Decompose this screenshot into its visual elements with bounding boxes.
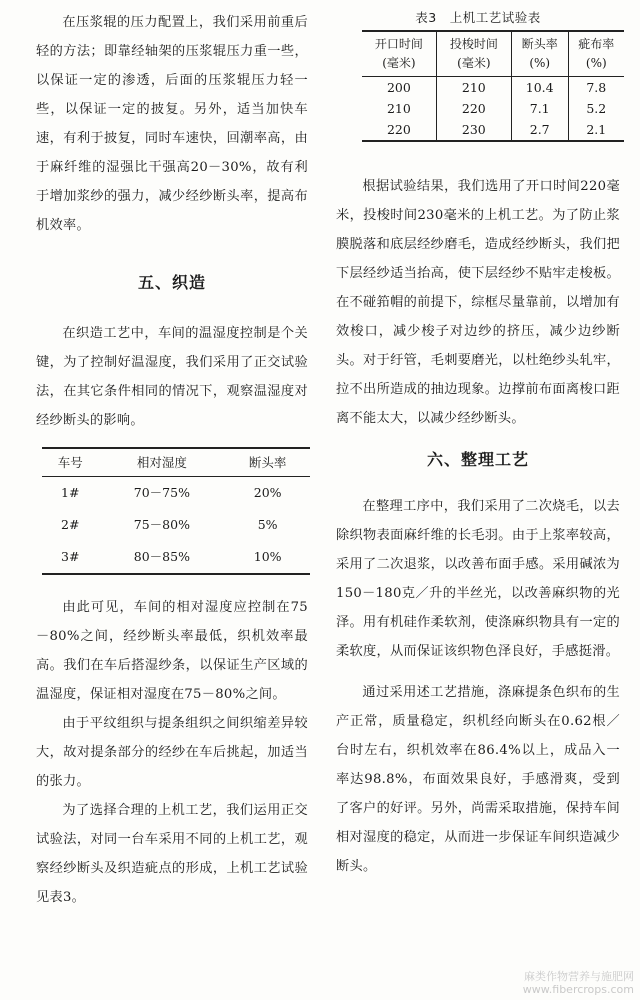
table-row xyxy=(42,509,310,541)
table-cell: 210 xyxy=(436,77,511,99)
table-row xyxy=(362,77,624,99)
table-cell: 5.2 xyxy=(586,101,607,116)
table-header-cell xyxy=(436,31,511,77)
header-line: 断头率 xyxy=(521,37,558,51)
table-cell: 80－85% xyxy=(133,549,190,564)
table-cell: 5% xyxy=(257,517,278,532)
table-cell: 3# xyxy=(61,549,80,564)
header-unit: (毫米) xyxy=(382,56,416,70)
table-header-cell: 车号 xyxy=(42,448,98,477)
table-cell: 200 xyxy=(362,77,436,99)
table-cell: 210 xyxy=(362,98,436,119)
paragraph-humidity-conclusion: 由此可见，车间的相对湿度应控制在75－80%之间，经纱断头率最低，织机效率最高。我们在车后搭湿纱条，以保证生产区域的温湿度，保证相对湿度在75－80%之间。 xyxy=(36,600,308,702)
table-header-cell: 相对湿度 xyxy=(98,448,225,477)
table-caption: 表3 上机工艺试验表 xyxy=(415,10,541,25)
paragraph-weaving-intro: 在织造工艺中，车间的温湿度控制是个关键，为了控制好温湿度，我们采用了正交试验法，在其它条件相同的情况下，观察温湿度对经纱断头的影响。 xyxy=(36,326,308,428)
table-row xyxy=(362,98,624,119)
header-line: 投梭时间 xyxy=(449,37,498,51)
table-cell: 1# xyxy=(61,485,80,500)
header-unit: (%) xyxy=(529,56,551,70)
table-cell: 7.8 xyxy=(586,80,607,95)
table-cell: 10% xyxy=(253,549,282,564)
header-line: 疵布率 xyxy=(578,37,615,51)
table-cell: 2.1 xyxy=(586,122,607,137)
paragraph-sizing-pressure: 在压浆辊的压力配置上，我们采用前重后轻的方法；即靠经轴架的压浆辊压力重一些，以保证一定的渗透，后面的压浆辊压力轻一些，以保证一定的披复。另外，适当加快车速，有利于披复，同时车速快，回潮率高，由于麻纤维的湿强比干强高20－30%，故有利于增加浆纱的强力，减少经纱断头率，提高布机效率。 xyxy=(36,15,308,233)
table-header-cell: 断头率 xyxy=(225,448,310,477)
paragraph-test-results: 根据试验结果，我们选用了开口时间220毫米，投梭时间230毫米的上机工艺。为了防止浆膜脱落和底层经纱磨毛，造成经纱断头，我们把下层经纱适当抬高，使下层经纱不贴牢走梭板。在不碰筘帽的前提下，综框尽量靠前，以增加有效梭口，减少梭子对边纱的挤压，减少边纱断头。对于纡管，毛刺要磨光，以杜绝纱头轧牢，拉不出所造成的抽边现象。边撑前布面离梭口距离不能太大，以减少经纱断头。 xyxy=(336,179,620,426)
watermark-line: 麻类作物营养与施肥网 xyxy=(524,970,634,983)
table-cell: 2# xyxy=(61,517,80,532)
paragraph-shrinkage: 由于平纹组织与提条组织之间织缩差异较大，故对提条部分的经纱在车后挑起，加适当的张力。 xyxy=(36,716,308,789)
site-watermark xyxy=(523,970,634,996)
table-row xyxy=(42,541,310,574)
table-row xyxy=(42,477,310,510)
section-heading-finishing: 六、整理工艺 xyxy=(426,450,529,469)
loom-process-table xyxy=(362,30,624,142)
table-header-cell xyxy=(362,31,436,77)
table-cell: 2.7 xyxy=(511,119,568,141)
header-unit: (毫米) xyxy=(457,56,491,70)
table-cell: 10.4 xyxy=(511,77,568,99)
right-column xyxy=(336,8,620,881)
table-header-row xyxy=(362,31,624,77)
table-header-cell xyxy=(568,31,624,77)
table-cell: 220 xyxy=(362,119,436,141)
paragraph-conclusion: 通过采用述工艺措施，涤麻提条色织布的生产正常，质量稳定，织机经向断头在0.62根／台时左右，织机效率在86.4%以上，成品入一率达98.8%，布面效果良好，手感滑爽，受到了客户的好评。另外，尚需采取措施，保持车间相对湿度的稳定，从而进一步保证车间织造减少断头。 xyxy=(336,685,620,874)
table-cell: 7.1 xyxy=(511,98,568,119)
table-row xyxy=(362,119,624,141)
table-cell: 75－80% xyxy=(133,517,190,532)
humidity-table xyxy=(42,447,310,575)
table-cell: 220 xyxy=(436,98,511,119)
section-heading-weaving: 五、织造 xyxy=(137,273,206,292)
table-cell: 230 xyxy=(436,119,511,141)
header-unit: (%) xyxy=(585,56,607,70)
watermark-url: www.fibercrops.com xyxy=(522,983,634,996)
paragraph-finishing: 在整理工序中，我们采用了二次烧毛，以去除织物表面麻纤维的长毛羽。由于上浆率较高，采用了二次退浆，以改善布面手感。采用碱浓为150－180克／升的半丝光，以改善麻织物的光泽。用有机硅作柔软剂，使涤麻织物具有一定的柔软度，从而保证该织物色泽良好，手感挺滑。 xyxy=(336,499,620,659)
table-header-cell xyxy=(511,31,568,77)
paragraph-loom-process: 为了选择合理的上机工艺，我们运用正交试验法，对同一台车采用不同的上机工艺，观察经纱断头及织造疵点的形成，上机工艺试验见表3。 xyxy=(36,803,308,905)
table-cell: 20% xyxy=(253,485,282,500)
table-header-row xyxy=(42,448,310,477)
left-column xyxy=(36,8,308,912)
header-line: 开口时间 xyxy=(374,37,423,51)
table-cell: 70－75% xyxy=(133,485,190,500)
